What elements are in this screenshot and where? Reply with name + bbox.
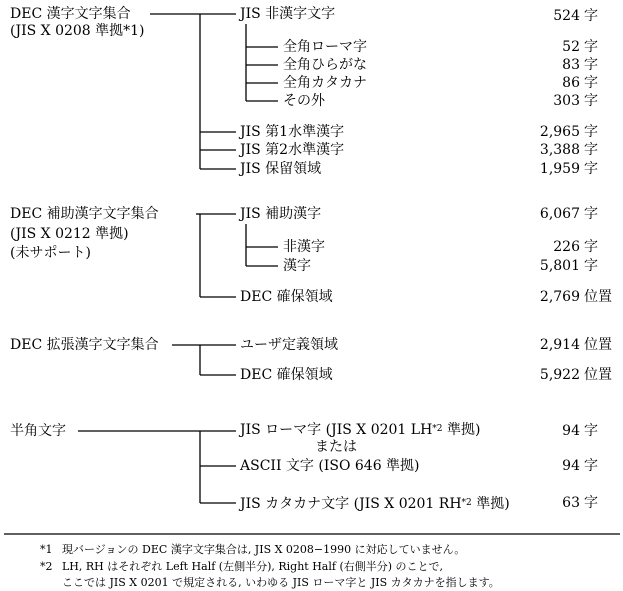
item-unit: 字 [584,124,598,140]
tree-item-label: JIS 保留領域 [240,161,322,177]
item-unit: 字 [584,93,598,109]
tree-item-label: 非漢字 [283,239,325,255]
item-count: 5,801 [539,258,580,274]
footnote-text: 現バージョンの DEC 漢字文字集合は, JIS X 0208−1990 に対応していません。 [62,543,466,556]
tree-item-label: 全角カタカナ [283,75,367,91]
item-count: 2,769 [539,289,580,305]
group-note: (未サポート) [10,245,91,261]
item-count: 1,959 [539,161,580,177]
tree-item-label: DEC 確保領域 [240,289,333,305]
tree-item-label: 全角ローマ字 [283,39,367,55]
item-unit: 字 [584,8,598,24]
item-unit: 位置 [584,367,612,383]
item-unit: 字 [584,39,598,55]
tree-item-label: JIS 非漢字文字 [240,6,336,22]
group-note: (JIS X 0212 準拠) [10,226,129,242]
item-count: 303 [553,93,580,109]
tree-item-label: JIS カタカナ文字 (JIS X 0201 RH$^{*2}$ 準拠) [240,496,510,512]
item-count: 2,965 [539,124,580,140]
item-unit: 字 [584,161,598,177]
item-count: 63 [562,495,580,511]
item-unit: 字 [584,206,598,222]
item-count: 3,388 [539,142,580,158]
item-unit: 字 [584,423,598,439]
footnote-text: LH, RH はそれぞれ Left Half (左側半分), Right Half (右側半分) のことで, [62,560,444,573]
group-name: DEC 補助漢字文字集合 [10,206,159,222]
item-unit: 字 [584,239,598,255]
item-unit: 字 [584,495,598,511]
tree-item-label: ユーザ定義領域 [240,337,338,353]
item-count: 86 [562,75,580,91]
group-name: DEC 拡張漢字文字集合 [10,337,159,353]
item-unit: 位置 [584,289,612,305]
item-count: 94 [562,458,580,474]
item-count: 226 [553,239,580,255]
tree-item-label: 漢字 [283,258,311,274]
tree-item-label: JIS 第1水準漢字 [240,124,345,140]
item-unit: 字 [584,258,598,274]
tree-item-label: JIS 補助漢字 [240,206,322,222]
group-note: (JIS X 0208 準拠*1) [10,23,145,39]
footnote-mark: *1 [40,543,53,556]
item-unit: 字 [584,142,598,158]
item-unit: 字 [584,75,598,91]
item-count: 2,914 [539,337,580,353]
item-count: 524 [553,8,580,24]
tree-item-label: ASCII 文字 (ISO 646 準拠) [240,458,420,474]
tree-item-label: JIS 第2水準漢字 [240,142,345,158]
item-unit: 字 [584,458,598,474]
or-text: または [315,439,357,455]
item-count: 5,922 [539,367,580,383]
tree-item-label: DEC 確保領域 [240,367,333,383]
group-name: DEC 漢字文字集合 [10,6,131,22]
tree-item-label: JIS ローマ字 (JIS X 0201 LH$^{*2}$ 準拠) [240,422,481,438]
footnote-text: ここでは JIS X 0201 で規定される, いわゆる JIS ローマ字と JIS カタカナを指します。 [62,576,500,589]
tree-item-label: その外 [283,93,325,109]
footnote-mark: *2 [40,560,53,573]
item-count: 83 [562,57,580,73]
group-name: 半角文字 [10,423,66,439]
item-count: 6,067 [539,206,580,222]
tree-item-label: 全角ひらがな [283,57,367,73]
item-unit: 字 [584,57,598,73]
item-count: 52 [562,39,580,55]
item-count: 94 [562,423,580,439]
item-unit: 位置 [584,337,612,353]
